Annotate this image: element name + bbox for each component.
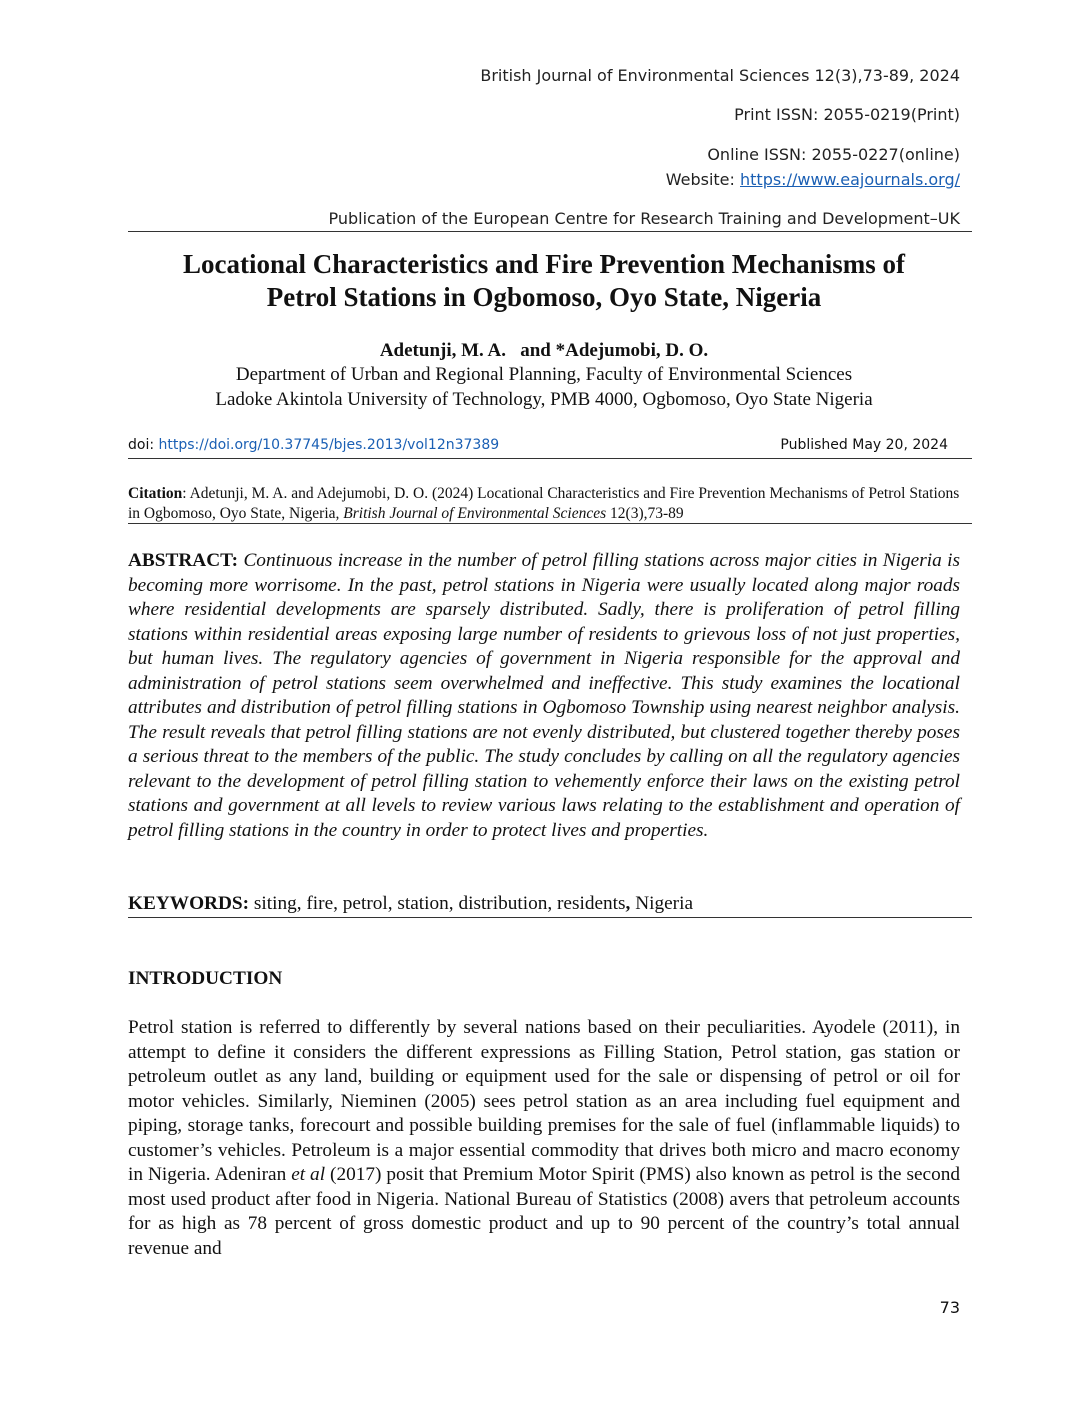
citation-rule [128, 523, 972, 524]
authors: Adetunji, M. A. and *Adejumobi, D. O. [379, 340, 709, 361]
page-number: 73 [939, 1298, 960, 1317]
doi-line [128, 437, 499, 453]
print-issn: Print ISSN: 2055-0219(Print) [734, 105, 960, 124]
abstract-text: Continuous increase in the number of petrol filling stations across major cities in Nigeria is becoming more worrisome. In the past, petrol stations in Nigeria were usually located along major roads where residential developments are sparsely distributed. Sadly, there is proliferation of petrol filling stations within residential areas exposing large number of residents to grievous loss of not just properties, but human lives. The regulatory agencies of government in Nigeria responsible for the approval and administration of petrol stations seem overwhelmed and ineffective. This study examines the locational attributes and distribution of petrol filling stations in Ogbomoso Township using nearest neighbor analysis. The result reveals that petrol filling stations are not evenly distributed, but clustered together thereby poses a serious threat to the members of the public. The study concludes by calling on all the regulatory agencies relevant to the development of petrol filling station to vehemently enforce their laws on the existing petrol stations and government at all levels to review various laws relating to the establishment and operation of petrol filling stations in the country in order to protect lives and properties. [128, 550, 960, 841]
title-line-2: Petrol Stations in Ogbomoso, Oyo State, Nigeria [266, 282, 822, 312]
website-link[interactable]: https://www.eajournals.org/ [740, 170, 960, 189]
publication-line: Publication of the European Centre for Research Training and Development–UK [328, 209, 960, 228]
intro-part-1: Petrol station is referred to differently by several nations based on their peculiarities. Ayodele (2011), in attempt to define it considers the different expressions as Filling Station, Petrol station, gas station or petroleum outlet as any land, building or equipment used for the sale or dispensing of petrol or oil for motor vehicles. Similarly, Nieminen (2005) sees petrol station as an area including fuel equipment and piping, storage tanks, forecourt and possible building premises for the sale of fuel (inflammable liquids) to customer’s vehicles. Petroleum is a major essential commodity that drives both micro and macro economy in Nigeria. Adeniran [128, 1017, 960, 1185]
doi-link[interactable]: https://doi.org/10.37745/bjes.2013/vol12n37389 [158, 437, 500, 453]
affiliation-line-1: Department of Urban and Regional Planning, Faculty of Environmental Sciences [235, 364, 853, 385]
intro-etal: et al [291, 1164, 326, 1185]
title-line-1: Locational Characteristics and Fire Prevention Mechanisms of [183, 249, 905, 279]
journal-line: British Journal of Environmental Sciences 12(3),73-89, 2024 [480, 66, 960, 85]
website-label: Website: [665, 170, 740, 189]
citation-pages: 12(3),73-89 [606, 505, 684, 522]
keywords-text: siting, fire, petrol, station, distribution, residents [249, 893, 626, 914]
introduction-heading: INTRODUCTION [128, 968, 283, 989]
citation [128, 484, 960, 524]
keywords-rule [128, 917, 972, 918]
doi-label: doi: [128, 437, 159, 453]
abstract [128, 549, 960, 843]
citation-label: Citation [128, 485, 183, 502]
article-title [128, 248, 960, 314]
citation-journal: , British Journal of Environmental Sciences [335, 505, 607, 522]
citation-text: : Adetunji, M. A. and Adejumobi, D. O. (2024) Locational Characteristics and Fire Prevention Mechanisms of Petrol Stations in Ogbomoso, Oyo State, Nigeria [128, 485, 960, 522]
keywords-label: KEYWORDS: [128, 893, 250, 914]
abstract-label: ABSTRACT: [128, 550, 238, 571]
website-line [666, 170, 960, 189]
doi-rule [128, 458, 972, 459]
keywords [128, 893, 693, 915]
affiliation-line-2: Ladoke Akintola University of Technology, PMB 4000, Ogbomoso, Oyo State Nigeria [215, 389, 873, 410]
introduction-paragraph [128, 1016, 960, 1261]
keywords-last: Nigeria [630, 893, 694, 914]
published-date: Published May 20, 2024 [780, 437, 948, 453]
header-rule [128, 231, 972, 232]
keywords-comma: , [625, 893, 631, 914]
online-issn: Online ISSN: 2055-0227(online) [707, 145, 960, 164]
intro-part-2: (2017) posit that Premium Motor Spirit (PMS) also known as petrol is the second most used product after food in Nigeria. National Bureau of Statistics (2008) avers that petroleum accounts for as high as 78 percent of gross domestic product and up to 90 percent of the country’s total annual revenue and [128, 1164, 960, 1259]
